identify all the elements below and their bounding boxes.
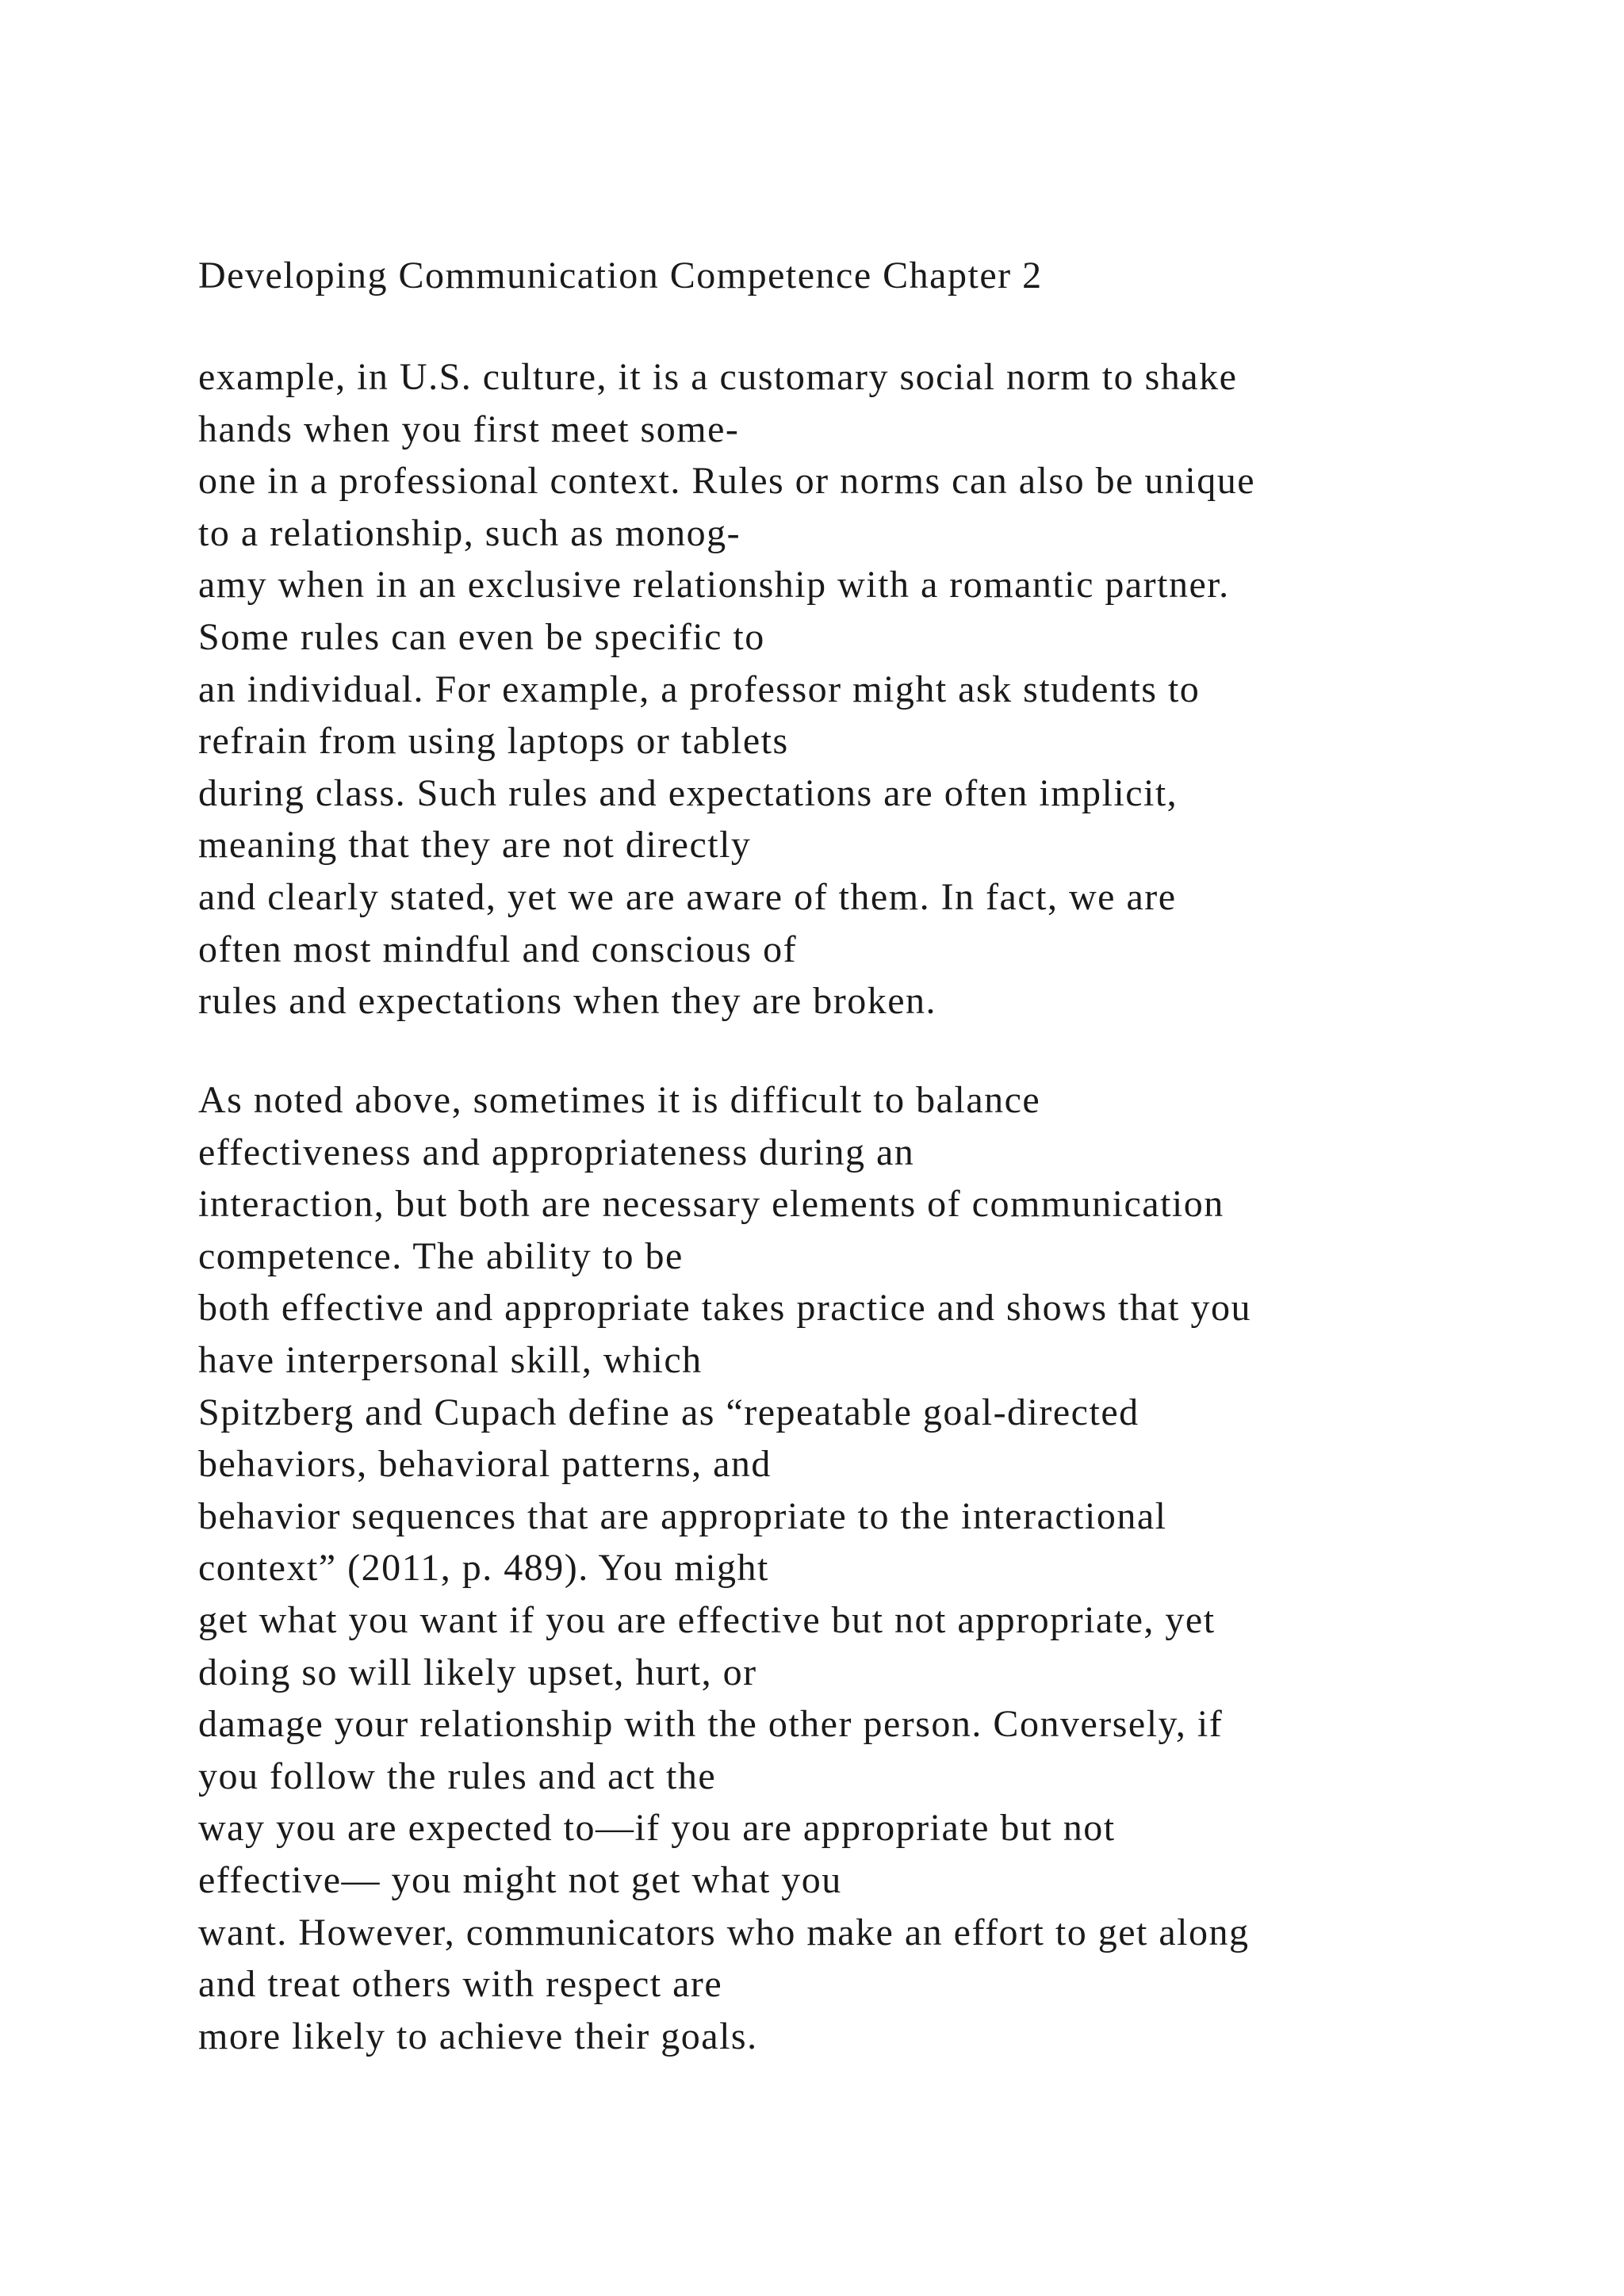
text-line: competence. The ability to be <box>198 1234 684 1277</box>
text-line: way you are expected to—if you are appropriate but not <box>198 1807 1116 1850</box>
text-line: have interpersonal skill, which <box>198 1338 703 1381</box>
text-line: context” (2011, p. 489). You might <box>198 1547 769 1590</box>
text-line: behaviors, behavioral patterns, and <box>198 1443 772 1486</box>
text-line: during class. Such rules and expectations are often implicit, <box>198 771 1178 814</box>
text-line: behavior sequences that are appropriate to the interactional <box>198 1494 1167 1537</box>
text-line: rules and expectations when they are broken. <box>198 980 937 1023</box>
text-line: hands when you first meet some- <box>198 408 740 450</box>
text-line: doing so will likely upset, hurt, or <box>198 1651 757 1693</box>
text-line: effective— you might not get what you <box>198 1858 842 1901</box>
text-line: and treat others with respect are <box>198 1963 723 2006</box>
text-line: meaning that they are not directly <box>198 824 752 867</box>
text-line: you follow the rules and act the <box>198 1755 717 1797</box>
text-line: both effective and appropriate takes practice and shows that you <box>198 1287 1251 1330</box>
text-line: interaction, but both are necessary elements of communication <box>198 1183 1224 1226</box>
text-line: get what you want if you are effective but not appropriate, yet <box>198 1598 1216 1641</box>
text-line: to a relationship, such as monog- <box>198 511 741 554</box>
text-line: Spitzberg and Cupach define as “repeatable goal-directed <box>198 1391 1139 1433</box>
paragraph-rules-and-norms <box>198 351 1546 1027</box>
text-line: As noted above, sometimes it is difficult to balance <box>198 1079 1041 1121</box>
page-title: Developing Communication Competence Chapter 2 <box>198 254 1043 297</box>
text-line: Some rules can even be specific to <box>198 615 765 658</box>
text-line: refrain from using laptops or tablets <box>198 720 789 763</box>
text-line: often most mindful and conscious of <box>198 928 798 970</box>
text-line: want. However, communicators who make an effort to get along <box>198 1911 1250 1954</box>
text-line: example, in U.S. culture, it is a customary social norm to shake <box>198 356 1238 398</box>
text-line: more likely to achieve their goals. <box>198 2015 758 2057</box>
text-line: an individual. For example, a professor might ask students to <box>198 668 1201 710</box>
text-line: damage your relationship with the other person. Conversely, if <box>198 1703 1224 1746</box>
text-line: one in a professional context. Rules or norms can also be unique <box>198 460 1256 503</box>
text-line: amy when in an exclusive relationship with a romantic partner. <box>198 564 1230 607</box>
text-line: and clearly stated, yet we are aware of them. In fact, we are <box>198 875 1177 918</box>
text-line: effectiveness and appropriateness during an <box>198 1131 915 1173</box>
paragraph-effectiveness-appropriateness <box>198 1074 1546 2062</box>
